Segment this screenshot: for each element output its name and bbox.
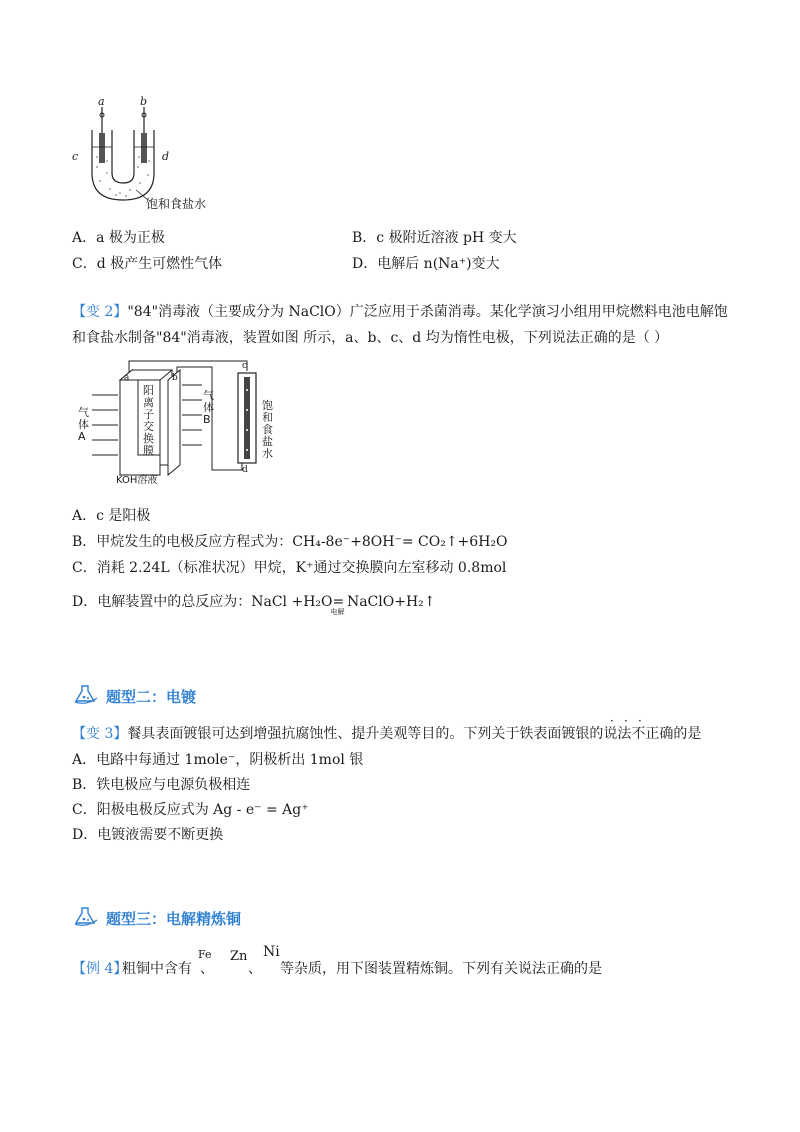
electrode-d2: d: [242, 465, 248, 475]
electrode-b2: b: [172, 373, 178, 383]
solution-label: 饱和食盐水: [146, 197, 207, 211]
separator-1: 、: [200, 961, 214, 977]
gas-a-label: 气体A: [78, 406, 89, 443]
example4-stem-a: 粗铜中含有: [122, 961, 192, 977]
formula-fe: Fe: [198, 948, 212, 961]
section2-title: 题型二：电镀: [106, 688, 197, 706]
electrode-c2: c: [242, 361, 248, 371]
section3-title: 题型三：电解精炼铜: [106, 910, 242, 928]
electrode-label-b: b: [140, 95, 148, 108]
membrane-label: 阳离子交换膜: [143, 384, 154, 457]
formula-zn: Zn: [230, 949, 248, 964]
fuel-cell-diagram: [72, 355, 292, 485]
gas-b-label: 气体B: [203, 389, 214, 426]
example4-stem: [72, 944, 712, 984]
example4-stem-b: 等杂质，用下图装置精炼铜。下列有关说法正确的是: [280, 961, 602, 977]
q1-option-a: A．a 极为正极: [72, 230, 165, 246]
q1-option-d: D．电解后 n(Na⁺)变大: [352, 256, 500, 272]
variant2-stem-line2: 和食盐水制备"84"消毒液，装置如图 所示，a、b、c、d 均为惰性电极，下列说法正确的是（ ）: [72, 330, 669, 346]
electrode-label-c: c: [72, 150, 79, 163]
solution-label-2: 饱和食盐水: [262, 399, 273, 460]
variant2-option-d-suffix: NaClO+H₂↑: [342, 594, 436, 610]
electrode-a2: a: [124, 373, 130, 383]
variant3-stem-text: 餐具表面镀银可达到增强抗腐蚀性、提升美观等目的。下列关于铁表面镀银的说法不正确的是: [127, 726, 702, 742]
variant2-stem-text1: "84"消毒液（主要成分为 NaClO）广泛应用于杀菌消毒。某化学演习小组用甲烷燃料电池电解饱: [127, 304, 728, 320]
variant2-tag: 【变 2】: [72, 304, 128, 320]
variant2-option-a: A．c 是阳极: [72, 508, 151, 524]
separator-2: 、: [248, 961, 262, 977]
emphasis-dot-2: ·: [624, 714, 628, 728]
u-tube-diagram: [70, 95, 230, 220]
variant3-option-b: B．铁电极应与电源负极相连: [72, 777, 251, 793]
q1-option-b: B．c 极附近溶液 pH 变大: [352, 230, 517, 246]
formula-ni: Ni: [263, 944, 280, 960]
flask-icon: [72, 906, 100, 932]
variant3-tag: 【变 3】: [72, 726, 128, 742]
koh-label: KOH溶液: [116, 475, 158, 486]
variant2-option-b: B．甲烷发生的电极反应方程式为：CH₄-8e⁻+8OH⁻= CO₂↑+6H₂O: [72, 534, 508, 550]
electrolysis-condition: 电解: [330, 608, 345, 616]
variant3-stem: [72, 724, 701, 744]
fuel-cell-figure: [72, 355, 292, 485]
variant2-option-d-prefix: D．电解装置中的总反应为：NaCl +H₂O: [72, 594, 333, 610]
variant2-stem-line1: [72, 302, 728, 322]
flask-icon: [72, 684, 100, 710]
emphasis-dot-1: ·: [610, 714, 614, 728]
variant3-option-c: C．阳极电极反应式为 Ag - e⁻ = Ag⁺: [72, 802, 309, 818]
electrode-label-d: d: [162, 150, 170, 163]
variant3-option-d: D．电镀液需要不断更换: [72, 827, 224, 843]
variant2-option-d: D．电解装置中的总反应为：NaCl +H₂O 电解 = NaClO+H₂↑: [72, 592, 436, 612]
emphasis-dot-3: ·: [638, 714, 642, 728]
electrode-label-a: a: [98, 95, 105, 108]
variant2-option-c: C．消耗 2.24L（标准状况）甲烷，K⁺通过交换膜向左室移动 0.8mol: [72, 560, 507, 576]
variant3-option-a: A．电路中每通过 1mole⁻，阴极析出 1mol 银: [72, 752, 364, 768]
example4-tag: 【例 4】: [72, 961, 128, 977]
q1-option-c: C．d 极产生可燃性气体: [72, 256, 223, 272]
